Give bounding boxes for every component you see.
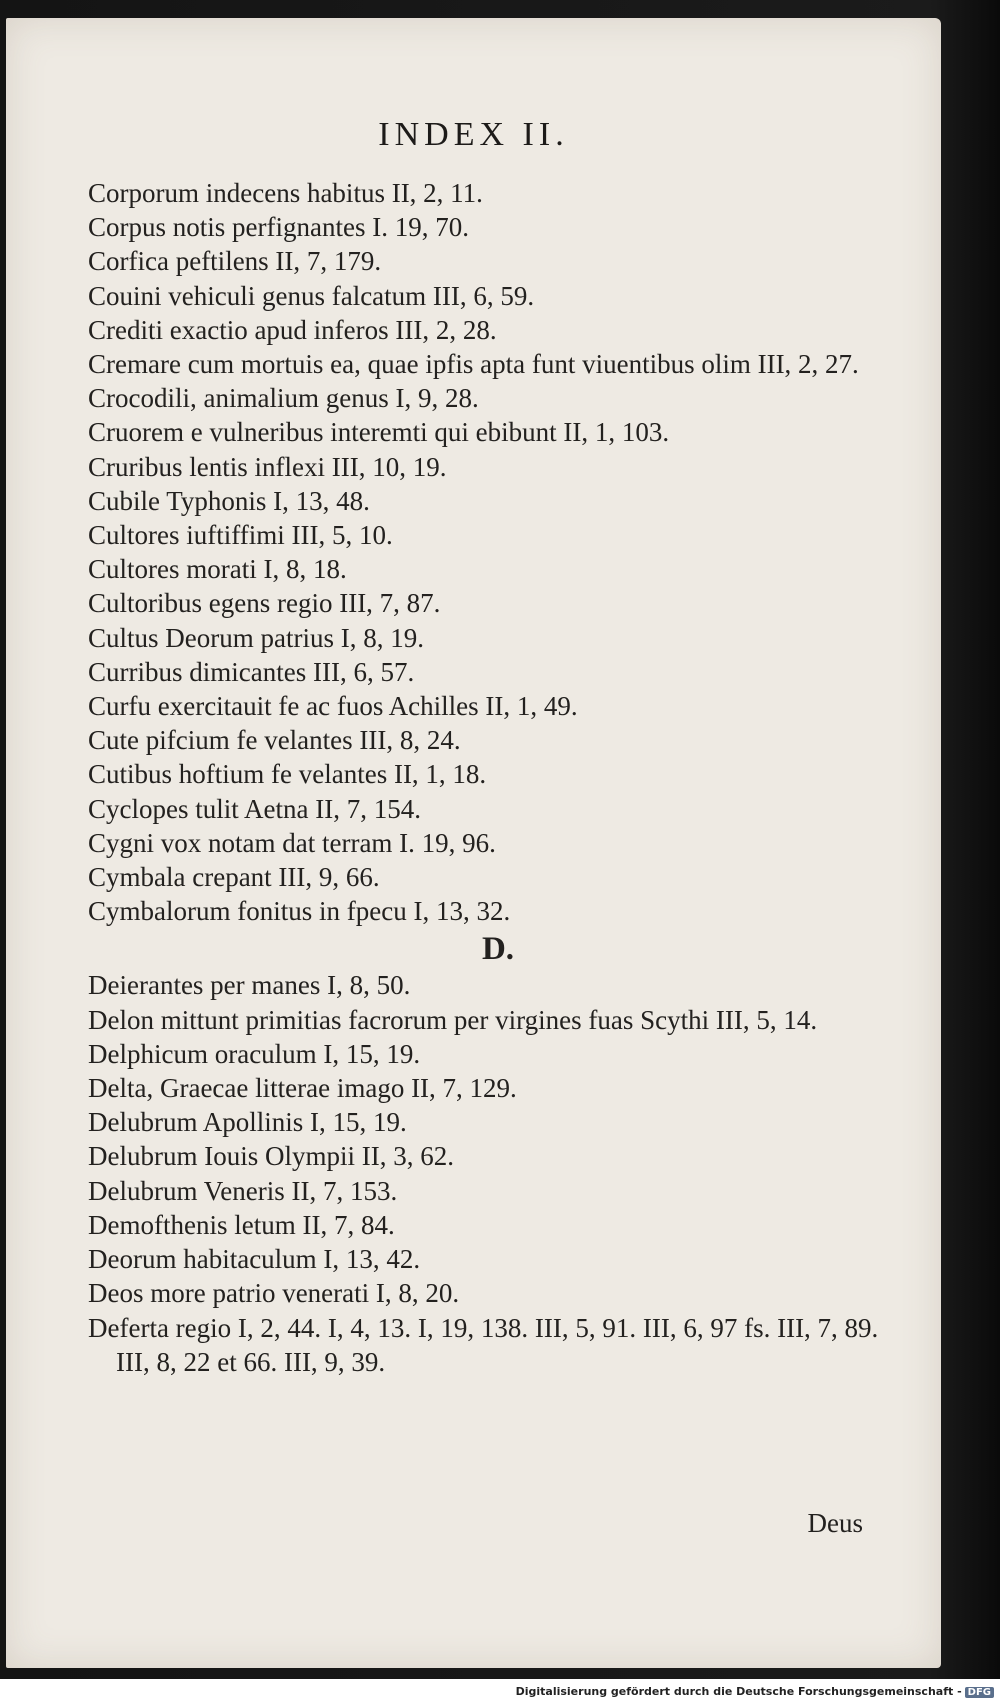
index-entry: Cultus Deorum patrius I, 8, 19. [88, 622, 424, 653]
catchword: Deus [807, 1508, 863, 1538]
index-entry: Cygni vox notam dat terram I. 19, 96. [88, 827, 496, 858]
dfg-logo-badge: DFG [965, 1687, 994, 1698]
index-entry: Cultoribus egens regio III, 7, 87. [88, 588, 441, 619]
index-entry: Cultores morati I, 8, 18. [88, 554, 347, 585]
digitization-footer [0, 1679, 1000, 1701]
index-entry: Cutibus hoftium fe velantes II, 1, 18. [88, 759, 487, 790]
index-entry: Curfu exercitauit fe ac fuos Achilles II, 1, 49. [88, 691, 578, 722]
index-entry: Crediti exactio apud inferos III, 2, 28. [88, 314, 497, 345]
index-entry: Deierantes per manes I, 8, 50. [88, 970, 411, 1001]
index-entry: Cubile Typhonis I, 13, 48. [88, 485, 370, 516]
index-entry: Cute pifcium fe velantes III, 8, 24. [88, 725, 461, 756]
footer-credit: Digitalisierung gefördert durch die Deutsche Forschungsgemeinschaft - [515, 1685, 962, 1698]
index-entry: Deferta regio I, 2, 44. I, 4, 13. I, 19, 138. III, 5, 91. III, 6, 97 fs. III, 7, 89. III, 8, 22 et 66. III, 9, 39. [88, 1312, 879, 1377]
index-entry: Cymbala crepant III, 9, 66. [88, 862, 380, 893]
index-entry: Cymbalorum fonitus in fpecu I, 13, 32. [88, 896, 511, 927]
index-entry: Deorum habitaculum I, 13, 42. [88, 1244, 421, 1275]
index-entry: Delubrum Veneris II, 7, 153. [88, 1175, 398, 1206]
index-entry: Delphicum oraculum I, 15, 19. [88, 1038, 421, 1069]
page-heading: INDEX II. [378, 116, 569, 153]
book-page [6, 18, 941, 1668]
index-entry: Cruorem e vulneribus interemti qui ebibunt II, 1, 103. [88, 417, 670, 448]
index-entry: Corporum indecens habitus II, 2, 11. [88, 178, 483, 208]
index-entries [88, 176, 908, 1379]
index-entry: Cultores iuftiffimi III, 5, 10. [88, 520, 393, 551]
index-entry: Cruribus lentis inflexi III, 10, 19. [88, 451, 447, 482]
section-letter-d: D. [481, 931, 515, 968]
index-entry: Demofthenis letum II, 7, 84. [88, 1209, 395, 1240]
index-entry: Delubrum Iouis Olympii II, 3, 62. [88, 1141, 454, 1172]
index-entry: Delon mittunt primitias facrorum per virgines fuas Scythi III, 5, 14. [88, 1004, 818, 1035]
index-entry: Corpus notis perfignantes I. 19, 70. [88, 212, 469, 243]
index-entry: Crocodili, animalium genus I, 9, 28. [88, 383, 479, 414]
index-entry: Deos more patrio venerati I, 8, 20. [88, 1278, 460, 1309]
index-entry: Curribus dimicantes III, 6, 57. [88, 656, 415, 687]
index-entry: Delubrum Apollinis I, 15, 19. [88, 1107, 407, 1138]
index-entry: Corfica peftilens II, 7, 179. [88, 246, 382, 277]
index-entry: Cyclopes tulit Aetna II, 7, 154. [88, 793, 421, 824]
index-entry: Cremare cum mortuis ea, quae ipfis apta funt viuentibus olim III, 2, 27. [88, 349, 859, 380]
index-entry: Delta, Graecae litterae imago II, 7, 129. [88, 1073, 517, 1104]
index-entry: Couini vehiculi genus falcatum III, 6, 59. [88, 280, 535, 311]
